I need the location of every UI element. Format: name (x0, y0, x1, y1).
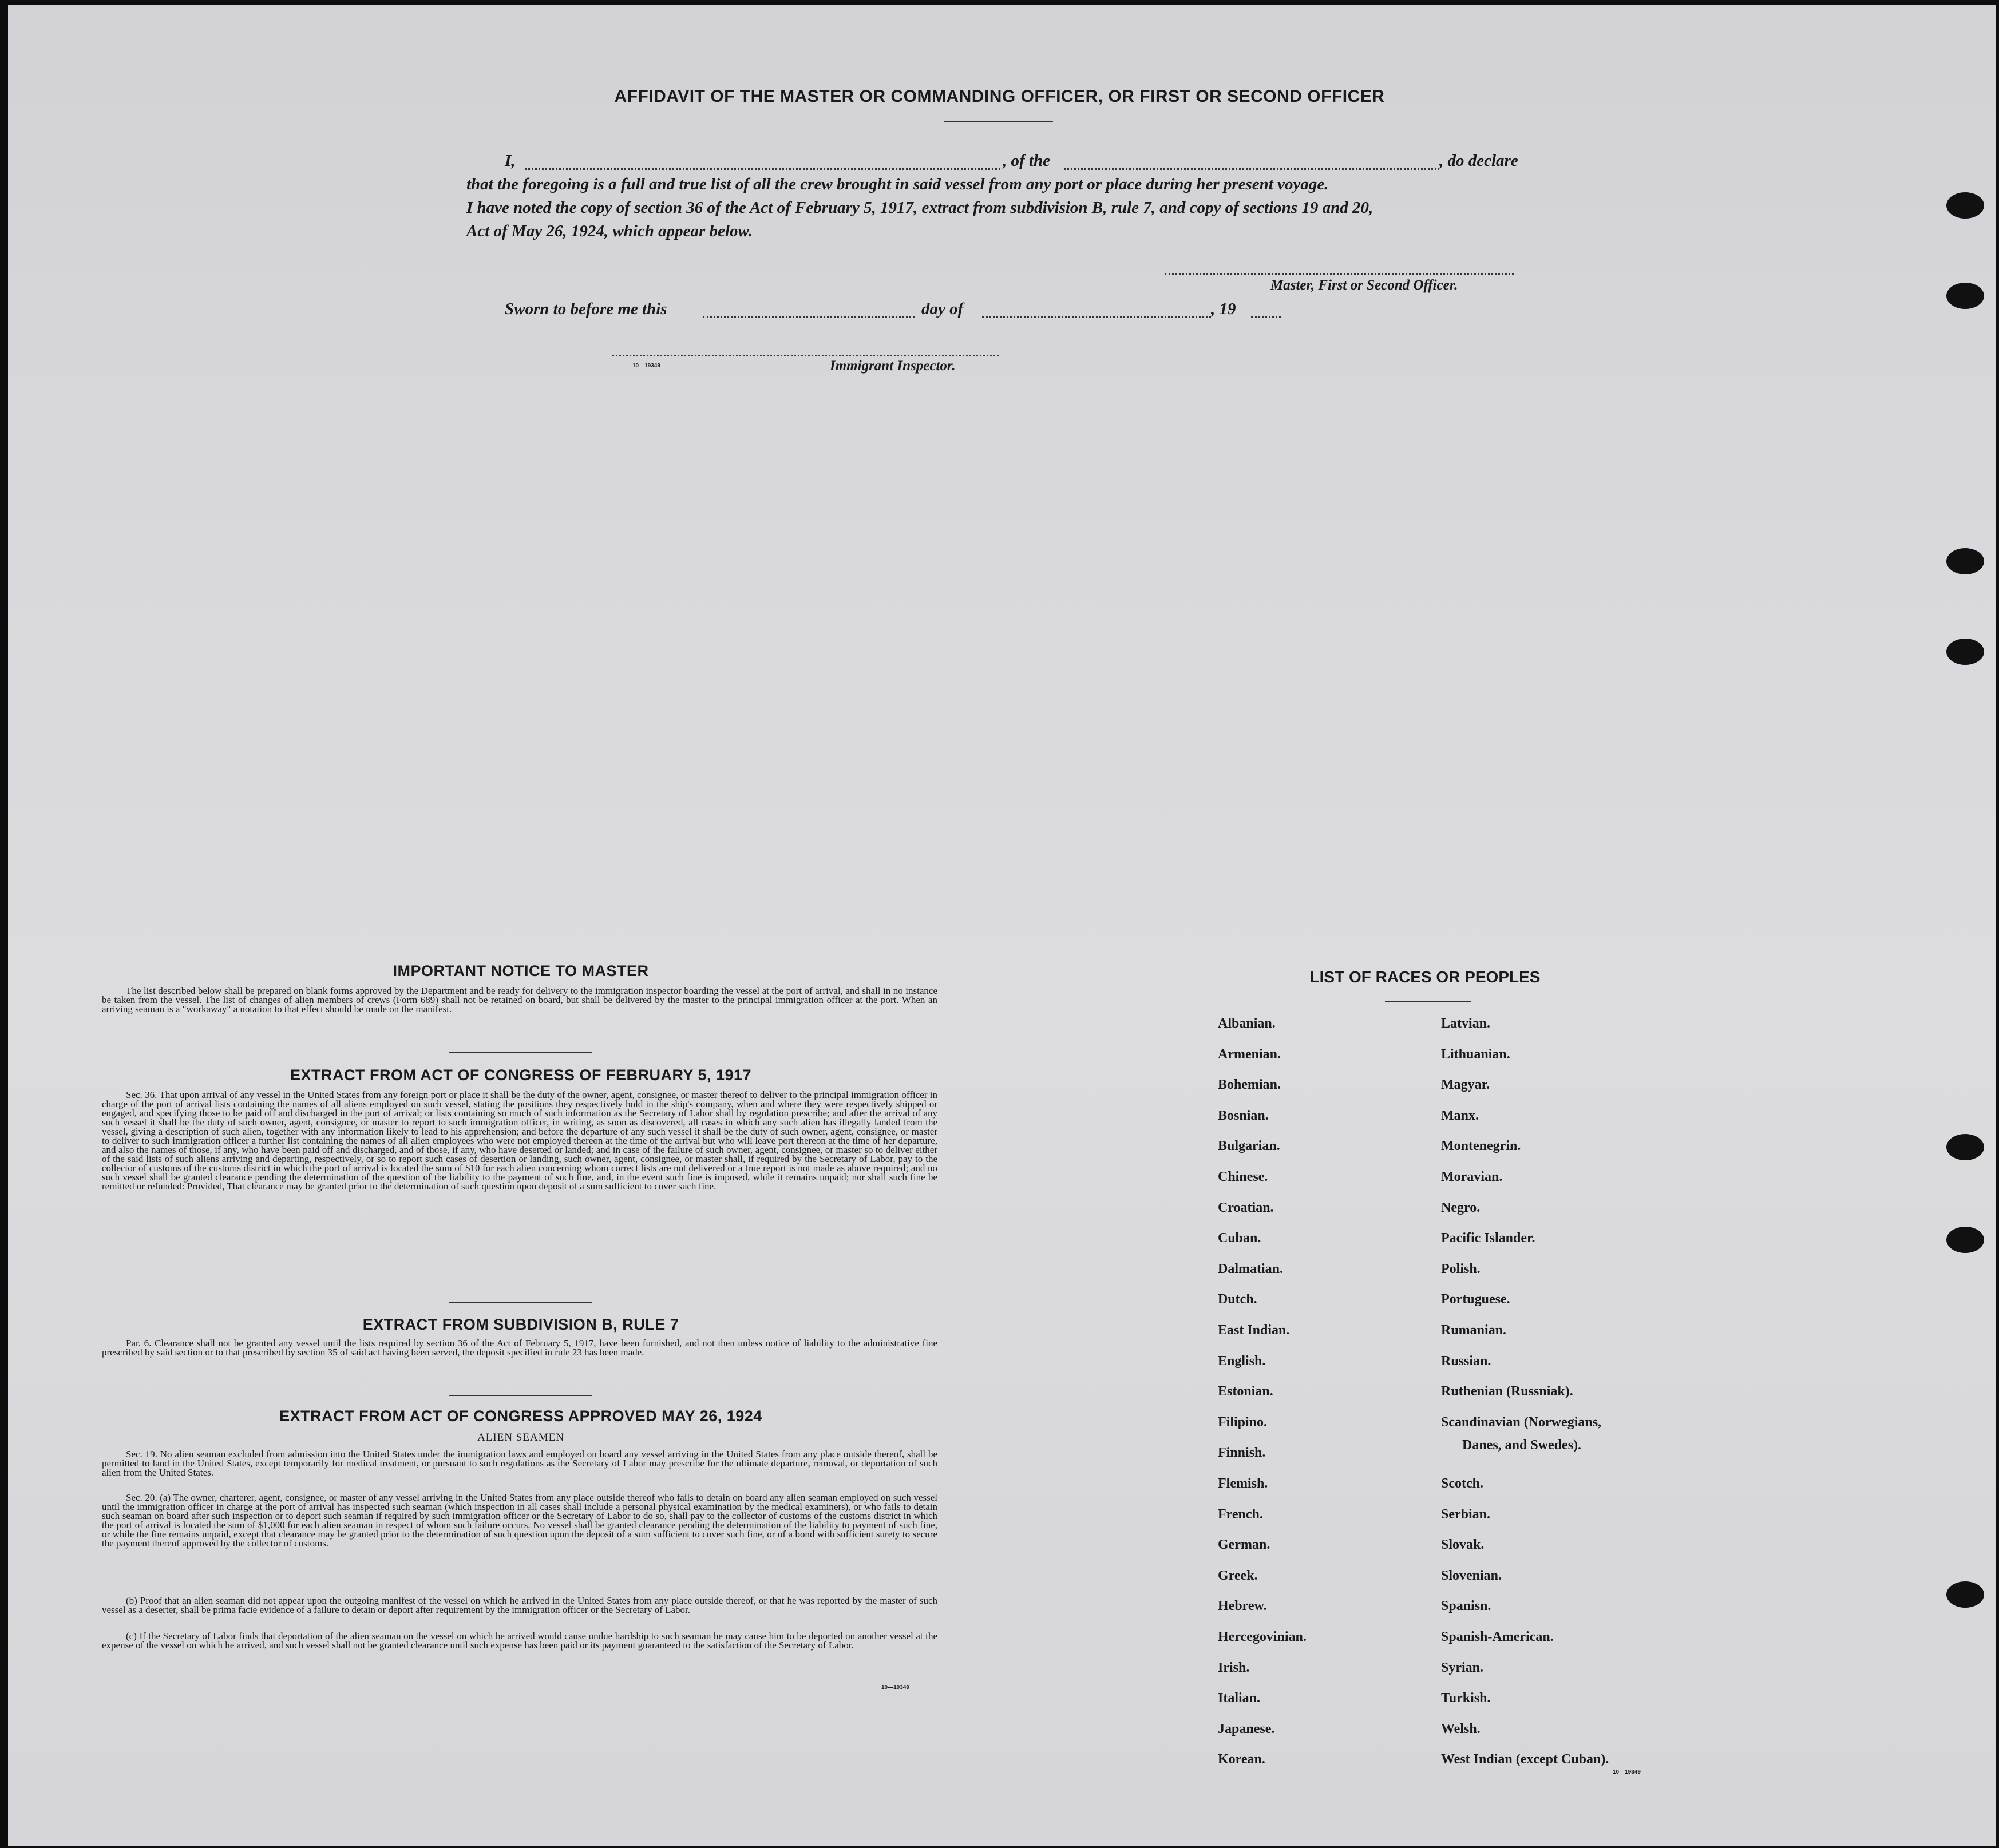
extract-1917-body: Sec. 36. That upon arrival of any vessel in the United States from any foreign port or place it shall be the duty of the owner, agent, consignee, or master thereof to deliver to the principal immigration officer in charge of the port of arrival lists containing the names of all aliens employed on such vessel, stating the positions they respectively hold in the ship's company, when and where they were respectively shipped or engaged, and specifying those to be paid off and discharged in the port of arrival; or lists containing so much of such information as the Secretary of Labor shall by regulation prescribe; and after the arrival of any such vessel it shall be the duty of such owner, agent, consignee, or master to report to such immigration officer, in writing, as soon as discovered, all cases in which any such alien has illegally landed from the vessel, giving a description of such alien, together with any information likely to lead to his apprehension; and before the departure of any such vessel it shall be the duty of such owner, agent, consignee, or master to deliver to such immigration officer a further list containing the names of all alien employees who were not employed thereon at the time of the arrival but who will leave port thereon at the time of her departure, and also the names of those, if any, who have been paid off and discharged, and of those, if any, who have deserted or landed; and in case of the failure of such owner, agent, consignee, or master so to deliver either of the said lists of such aliens arriving and departing, respectively, or so to report such cases of desertion or landing, such owner, agent, consignee, or master shall, if required by the Secretary of Labor, pay to the collector of customs of the customs district in which the port of arrival is located the sum of $10 for each alien concerning whom correct lists are not delivered or a true report is not made as above required; and no such vessel shall be granted clearance pending the determination of the question of the liability to the payment of such fine, and, in the event such fine is imposed, while it remains unpaid; nor shall such fine be remitted or refunded: Provided, That clearance may be granted prior to the determination of such question upon deposit of a sum sufficient to cover such fine. (102, 1089, 937, 1192)
punch-hole (1946, 192, 1984, 219)
race-item: Latvian. (1441, 1016, 1491, 1031)
master-signature-label: Master, First or Second Officer. (1270, 277, 1458, 293)
inspector-label: Immigrant Inspector. (830, 358, 956, 374)
race-item: Croatian. (1218, 1200, 1274, 1215)
race-item: Chinese. (1218, 1169, 1268, 1184)
races-scandinavian-continuation (1462, 1438, 1581, 1453)
section-divider (449, 1052, 592, 1053)
races-form-number: 10—19349 (1613, 1769, 1641, 1775)
punch-hole (1946, 639, 1984, 665)
race-item: Bohemian. (1218, 1077, 1281, 1093)
race-item: Japanese. (1218, 1721, 1275, 1736)
sec-19-body: Sec. 19. No alien seaman excluded from admission into the United States under the immigration laws and employed on board any vessel arriving in the United States from any place outside thereof, shall be permitted to land in the United States, except temporarily for medical treatment, or pursuant to such regulations as the Secretary of Labor may prescribe for the ultimate departure, removal, or deportation of such alien from the United States. (102, 1449, 937, 1478)
extract-form-number: 10—19349 (881, 1684, 909, 1691)
race-item: Albanian. (1218, 1016, 1276, 1031)
punch-hole (1946, 1581, 1984, 1608)
sec-20c-body: (c) If the Secretary of Labor finds that deportation of the alien seaman on the vessel on which he arrived would cause undue hardship to such seaman he may cause him to be deported on another vessel at the expense of the vessel on which he arrived, and such vessel shall not be granted clearance until such expense has been paid or its payment guaranteed to the satisfaction of the Secretary of Labor. (102, 1631, 937, 1651)
race-item: Syrian. (1441, 1660, 1484, 1675)
race-item: Scandinavian (Norwegians, (1441, 1414, 1602, 1430)
punch-hole (1946, 1227, 1984, 1253)
race-item: Ruthenian (Russniak). (1441, 1384, 1573, 1399)
affidavit-line-4: Act of May 26, 1924, which appear below. (466, 222, 753, 240)
notice-body: The list described below shall be prepared on blank forms approved by the Department and be ready for delivery to the immigration inspector boarding the vessel at the port of arrival, and shall in no instance be taken from the vessel. The list of changes of alien members of crews (Form 689) shall not be retained on board, but shall be delivered by the master to the principal immigration officer at the port. When an arriving seaman is a "workaway" a notation to that effect should be made on the manifest. (102, 985, 937, 1014)
race-item: Dutch. (1218, 1292, 1257, 1307)
race-item: Serbian. (1441, 1506, 1491, 1522)
name-blank[interactable] (525, 168, 1000, 170)
affidavit-i-label: I, (505, 152, 516, 170)
race-item: Korean. (1218, 1752, 1265, 1767)
race-item: Scotch. (1441, 1476, 1483, 1491)
race-item: Filipino. (1218, 1414, 1268, 1430)
race-item: Rumanian. (1441, 1323, 1507, 1338)
section-divider (449, 1302, 592, 1303)
race-item: Hebrew. (1218, 1599, 1267, 1614)
affidavit-declare-label: , do declare (1439, 152, 1518, 170)
alien-seamen-subtitle: ALIEN SEAMEN (477, 1431, 564, 1443)
master-signature-blank[interactable] (1165, 273, 1514, 275)
paper-sheet (8, 5, 1996, 1846)
race-item: Moravian. (1441, 1169, 1503, 1184)
race-item: Cuban. (1218, 1231, 1261, 1246)
race-item: Italian. (1218, 1691, 1261, 1706)
sworn-day-of-label: day of (921, 300, 964, 318)
race-item: Slovak. (1441, 1537, 1485, 1553)
race-item: Polish. (1441, 1261, 1481, 1276)
race-item: Russian. (1441, 1353, 1491, 1369)
affidavit-title: AFFIDAVIT OF THE MASTER OR COMMANDING OFFICER, OR FIRST OR SECOND OFFICER (614, 87, 1385, 106)
punch-hole (1946, 548, 1984, 574)
sec-20b-body: (b) Proof that an alien seaman did not appear upon the outgoing manifest of the vessel on which he arrived in the United States from any place outside thereof, or that he was reported by the master of such vessel as a deserter, shall be prima facie evidence of a failure to detain or deport after requirement by the immigration officer or the Secretary of Labor. (102, 1595, 937, 1615)
race-item: French. (1218, 1506, 1263, 1522)
affidavit-of-label: , of the (1003, 152, 1050, 170)
inspector-signature-blank[interactable] (612, 355, 999, 356)
race-item: Spanish-American. (1441, 1629, 1554, 1644)
sec-20a-body: Sec. 20. (a) The owner, charterer, agent, consignee, or master of any vessel arriving in the United States from any place outside thereof who fails to detain on board any alien seaman employed on such vessel until the immigration officer in charge at the port of arrival has inspected such seaman (which inspection in all cases shall include a personal physical examination by the medical examiners), or who fails to detain such seaman on board after such inspection or to deport such seaman if required by such immigration officer or the Secretary of Labor to do so, shall pay to the collector of customs of the customs district in which the port of arrival is located the sum of $1,000 for each alien seaman in respect of whom such failure occurs. No vessel shall be granted clearance pending the determination of the liability to payment of such fine, or while the fine remains unpaid, except that clearance may be granted prior to the determination of such question upon the deposit of a sum sufficient to cover such fine, or of a bond with sufficient surety to secure the payment thereof approved by the collector of customs. (102, 1492, 937, 1549)
punch-hole (1946, 283, 1984, 309)
section-divider (449, 1395, 592, 1396)
race-item: Flemish. (1218, 1476, 1268, 1491)
extract-1917-title: EXTRACT FROM ACT OF CONGRESS OF FEBRUARY 5, 1917 (290, 1066, 752, 1084)
race-item: Lithuanian. (1441, 1046, 1510, 1062)
race-item: Hercegovinian. (1218, 1629, 1307, 1644)
affidavit-form-number: 10—19349 (632, 363, 660, 369)
race-item: Bosnian. (1218, 1108, 1269, 1123)
sworn-label: Sworn to before me this (505, 300, 667, 318)
race-item: Spanisn. (1441, 1599, 1491, 1614)
race-item: Greek. (1218, 1568, 1258, 1583)
race-item: Pacific Islander. (1441, 1231, 1535, 1246)
race-item: Montenegrin. (1441, 1139, 1521, 1154)
affidavit-line-2: that the foregoing is a full and true list of all the crew brought in said vessel from any port or place during her present voyage. (466, 175, 1329, 193)
race-item: Welsh. (1441, 1721, 1481, 1736)
race-item: Bulgarian. (1218, 1139, 1280, 1154)
race-item: West Indian (except Cuban). (1441, 1752, 1609, 1767)
punch-hole (1946, 1134, 1984, 1160)
sworn-year-label: , 19 (1211, 300, 1236, 318)
vessel-blank[interactable] (1064, 168, 1439, 170)
sworn-day-blank[interactable] (703, 316, 915, 318)
race-item: Dalmatian. (1218, 1261, 1283, 1276)
race-item: Manx. (1441, 1108, 1479, 1123)
extract-rule7-body: Par. 6. Clearance shall not be granted any vessel until the lists required by section 36 of the Act of February 5, 1917, have been furnished, and not then unless notice of liability to the administrative fine prescribed by said section or to that prescribed by section 35 of said act having been served, the deposit specified in rule 23 has been made. (102, 1338, 937, 1358)
sworn-month-blank[interactable] (982, 316, 1211, 318)
races-title: LIST OF RACES OR PEOPLES (1309, 968, 1541, 986)
race-item: Armenian. (1218, 1046, 1281, 1062)
sworn-year-blank[interactable] (1251, 316, 1281, 318)
affidavit-line-3: I have noted the copy of section 36 of the Act of February 5, 1917, extract from subdivision B, rule 7, and copy of sections 19 and 20, (466, 199, 1373, 217)
race-item: East Indian. (1218, 1323, 1290, 1338)
race-item: Turkish. (1441, 1691, 1491, 1706)
race-item: English. (1218, 1353, 1266, 1369)
race-item: Magyar. (1441, 1077, 1490, 1093)
race-item: German. (1218, 1537, 1270, 1553)
extract-1924-title: EXTRACT FROM ACT OF CONGRESS APPROVED MAY 26, 1924 (279, 1407, 762, 1425)
race-item: Estonian. (1218, 1384, 1273, 1399)
races-title-underline (1385, 1001, 1471, 1002)
notice-title: IMPORTANT NOTICE TO MASTER (393, 962, 649, 979)
race-item: Slovenian. (1441, 1568, 1502, 1583)
race-item: Irish. (1218, 1660, 1250, 1675)
race-item: Danes, and Swedes). (1462, 1438, 1582, 1453)
race-item: Finnish. (1218, 1445, 1266, 1461)
extract-rule7-title: EXTRACT FROM SUBDIVISION B, RULE 7 (362, 1316, 679, 1333)
race-item: Portuguese. (1441, 1292, 1510, 1307)
title-underline (944, 121, 1053, 122)
race-item: Negro. (1441, 1200, 1481, 1215)
